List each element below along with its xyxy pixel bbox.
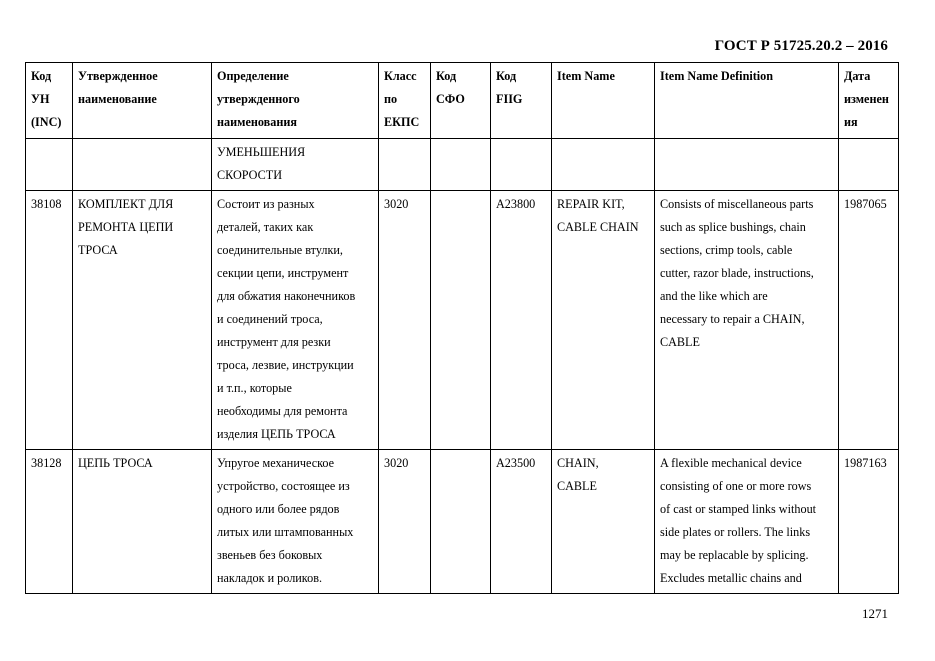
cell-text-line: деталей, таких как <box>217 220 314 234</box>
cell-text-line: 3020 <box>384 456 409 470</box>
cell-inc-code <box>26 450 73 594</box>
cell-text-line: sections, crimp tools, cable <box>660 243 793 257</box>
cell-text-line: Определение <box>217 69 289 83</box>
cell-item-name <box>552 191 655 450</box>
document-standard-header: ГОСТ Р 51725.20.2 – 2016 <box>714 38 888 54</box>
cell-text-line: СКОРОСТИ <box>217 168 283 182</box>
cell-text-line: REPAIR KIT, <box>557 197 625 211</box>
cell-text-line: Consists of miscellaneous parts <box>660 197 814 211</box>
header-fiig-code <box>491 63 552 139</box>
cell-text-line: наименования <box>217 115 297 129</box>
table-row <box>26 450 899 594</box>
cell-text-line: Код <box>496 69 517 83</box>
cell-item-name <box>552 450 655 594</box>
cell-inc-code <box>26 139 73 191</box>
header-name-definition-ru <box>212 63 379 139</box>
cell-text-line: изменен <box>844 92 889 106</box>
cell-ekps-class <box>379 450 431 594</box>
cell-text-line: such as splice bushings, chain <box>660 220 806 234</box>
table-row <box>26 191 899 450</box>
cell-text-line: ЕКПС <box>384 115 420 129</box>
cell-text-line: КОМПЛЕКТ ДЛЯ <box>78 197 174 211</box>
cell-text-line: may be replacable by splicing. <box>660 548 809 562</box>
catalog-table <box>25 62 899 594</box>
cell-text-line: 38128 <box>31 456 62 470</box>
cell-text-line: троса, лезвие, инструкции <box>217 358 354 372</box>
header-ekps-class <box>379 63 431 139</box>
cell-text-line: A23500 <box>496 456 536 470</box>
cell-text-line: звеньев без боковых <box>217 548 323 562</box>
cell-text-line: FIIG <box>496 92 523 106</box>
header-sfo-code <box>431 63 491 139</box>
header-approved-name <box>73 63 212 139</box>
cell-text-line: CABLE CHAIN <box>557 220 639 234</box>
cell-text-line: для обжатия наконечников <box>217 289 356 303</box>
cell-text-line: РЕМОНТА ЦЕПИ <box>78 220 174 234</box>
cell-text-line: накладок и роликов. <box>217 571 323 585</box>
cell-text-line: A flexible mechanical device <box>660 456 802 470</box>
cell-approved-name <box>73 139 212 191</box>
cell-fiig-code <box>491 191 552 450</box>
cell-text-line: 1987163 <box>844 456 887 470</box>
cell-fiig-code <box>491 450 552 594</box>
cell-name-definition-ru <box>212 139 379 191</box>
cell-name-definition-ru <box>212 450 379 594</box>
header-inc-code <box>26 63 73 139</box>
cell-text-line: Упругое механическое <box>217 456 335 470</box>
cell-text-line: 38108 <box>31 197 62 211</box>
header-item-name <box>552 63 655 139</box>
cell-sfo-code <box>431 450 491 594</box>
cell-text-line: Item Name <box>557 69 615 83</box>
cell-change-date <box>839 450 899 594</box>
cell-change-date <box>839 139 899 191</box>
cell-ekps-class <box>379 191 431 450</box>
cell-inc-code <box>26 191 73 450</box>
cell-text-line: CABLE <box>660 335 700 349</box>
header-item-name-definition <box>655 63 839 139</box>
cell-text-line: Код <box>436 69 457 83</box>
cell-text-line: секции цепи, инструмент <box>217 266 349 280</box>
cell-text-line: Класс <box>384 69 417 83</box>
cell-text-line: 3020 <box>384 197 409 211</box>
cell-text-line: of cast or stamped links without <box>660 502 817 516</box>
cell-fiig-code <box>491 139 552 191</box>
cell-text-line: и т.п., которые <box>217 381 292 395</box>
cell-text-line: наименование <box>78 92 157 106</box>
header-change-date <box>839 63 899 139</box>
cell-text-line: и соединений троса, <box>217 312 323 326</box>
cell-text-line: and the like which are <box>660 289 768 303</box>
cell-text-line: СФО <box>436 92 465 106</box>
cell-text-line: ия <box>844 115 858 129</box>
cell-text-line: Excludes metallic chains and <box>660 571 802 585</box>
cell-text-line: Дата <box>844 69 871 83</box>
table-header-row <box>26 63 899 139</box>
cell-text-line: УН <box>31 92 50 106</box>
cell-text-line: A23800 <box>496 197 536 211</box>
cell-text-line: Утвержденное <box>78 69 158 83</box>
cell-text-line: инструмент для резки <box>217 335 331 349</box>
cell-change-date <box>839 191 899 450</box>
cell-text-line: Код <box>31 69 52 83</box>
cell-text-line: 1987065 <box>844 197 887 211</box>
cell-text-line: ТРОСА <box>78 243 118 257</box>
cell-text-line: литых или штампованных <box>217 525 354 539</box>
cell-item-name <box>552 139 655 191</box>
page-number: 1271 <box>862 606 888 621</box>
cell-text-line: устройство, состоящее из <box>217 479 350 493</box>
cell-text-line: УМЕНЬШЕНИЯ <box>217 145 306 159</box>
cell-ekps-class <box>379 139 431 191</box>
cell-text-line: необходимы для ремонта <box>217 404 348 418</box>
cell-sfo-code <box>431 139 491 191</box>
cell-sfo-code <box>431 191 491 450</box>
cell-text-line: Item Name Definition <box>660 69 774 83</box>
cell-text-line: side plates or rollers. The links <box>660 525 811 539</box>
cell-text-line: по <box>384 92 398 106</box>
cell-text-line: соединительные втулки, <box>217 243 343 257</box>
cell-text-line: одного или более рядов <box>217 502 340 516</box>
cell-text-line: CHAIN, <box>557 456 599 470</box>
table-row <box>26 139 899 191</box>
cell-text-line: cutter, razor blade, instructions, <box>660 266 814 280</box>
cell-name-definition-ru <box>212 191 379 450</box>
cell-approved-name <box>73 191 212 450</box>
cell-approved-name <box>73 450 212 594</box>
cell-text-line: CABLE <box>557 479 597 493</box>
cell-item-name-definition <box>655 191 839 450</box>
cell-item-name-definition <box>655 139 839 191</box>
cell-text-line: (INC) <box>31 115 62 129</box>
cell-text-line: утвержденного <box>217 92 300 106</box>
cell-text-line: Состоит из разных <box>217 197 315 211</box>
cell-item-name-definition <box>655 450 839 594</box>
cell-text-line: necessary to repair a CHAIN, <box>660 312 805 326</box>
cell-text-line: ЦЕПЬ ТРОСА <box>78 456 153 470</box>
cell-text-line: изделия ЦЕПЬ ТРОСА <box>217 427 336 441</box>
cell-text-line: consisting of one or more rows <box>660 479 812 493</box>
